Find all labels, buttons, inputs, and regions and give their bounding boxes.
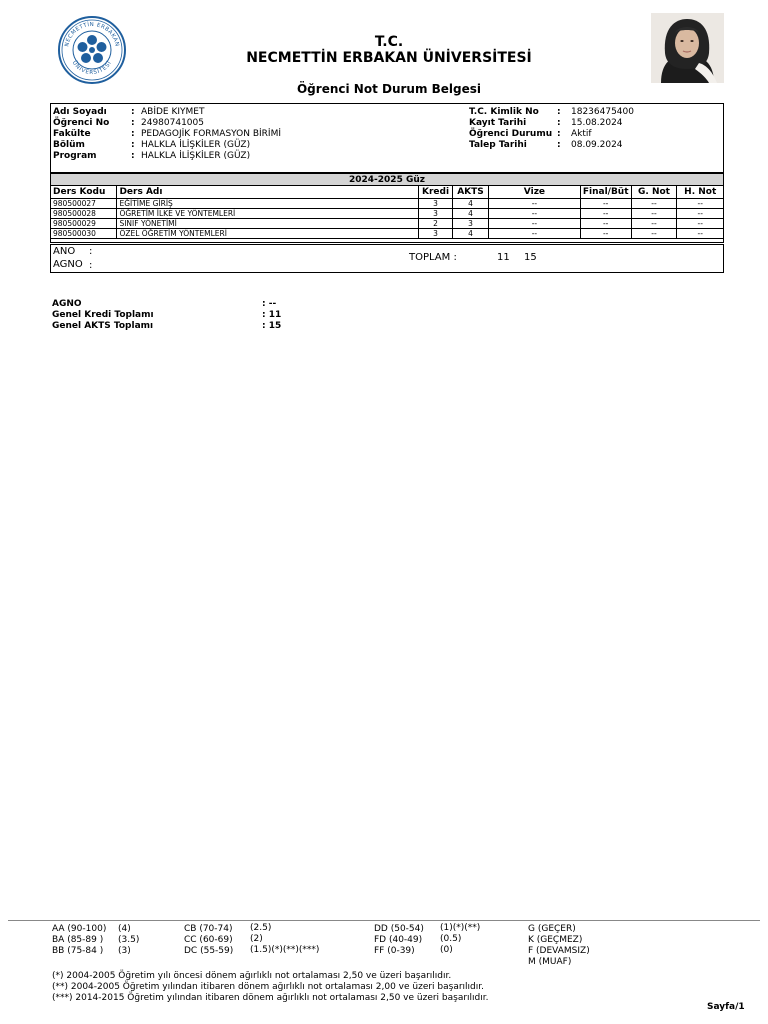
general-ects-total: Genel AKTS Toplamı : 15 xyxy=(52,321,282,331)
svg-text:ÜNİVERSİTESİ: ÜNİVERSİTESİ xyxy=(70,60,114,77)
column-header: Kredi xyxy=(419,186,453,198)
table-row: 980500028 ÖĞRETİM İLKE VE YÖNTEMLERİ 3 4 -- -- -- -- xyxy=(51,208,723,218)
grade-point: (1.5)(*)(**)(***) xyxy=(250,945,320,955)
table-row: 980500027 EĞİTİME GİRİŞ 3 4 -- -- -- -- xyxy=(51,198,723,208)
grade-scale: BA (85-89 ) xyxy=(52,935,104,945)
student-info-box: Adı Soyadı : ABİDE KIYMET Öğrenci No : 24980741005 Fakülte : PEDAGOJİK FORMASYON BİRİMİ Bölüm : HALKLA İLİŞKİLER (GÜZ) Program : HALKLA İLİŞKİLER (GÜZ) T.C. Kimlik No : 18236475400 Kayıt Tarihi : 15.08.2024 Öğrenci Durumu : Aktif Talep Tarihi : 08.09.2024 xyxy=(50,103,724,173)
total-credit: 11 xyxy=(497,252,510,263)
info-value: ABİDE KIYMET xyxy=(141,107,205,117)
grade-scale: CC (60-69) xyxy=(184,935,233,945)
info-value: HALKLA İLİŞKİLER (GÜZ) xyxy=(141,151,251,161)
column-header: Final/Büt xyxy=(580,186,631,198)
status-code: K (GEÇMEZ) xyxy=(528,935,583,945)
grade-scale: DC (55-59) xyxy=(184,946,234,956)
column-header: AKTS xyxy=(453,186,489,198)
column-header: Ders Adı xyxy=(117,186,419,198)
column-header: Ders Kodu xyxy=(51,186,117,198)
info-value: 15.08.2024 xyxy=(571,118,623,128)
info-value: Aktif xyxy=(571,129,592,139)
info-label: Talep Tarihi xyxy=(469,140,527,150)
grade-scale: FF (0-39) xyxy=(374,946,415,956)
grade-scale: DD (50-54) xyxy=(374,924,424,934)
info-value: 08.09.2024 xyxy=(571,140,623,150)
grade-point: (1)(*)(**) xyxy=(440,923,481,933)
footnote: (***) 2014-2015 Öğretim yılından itibaren dönem ağırlıklı not ortalaması 2,50 ve üzeri başarılıdır. xyxy=(52,993,489,1003)
info-label: Bölüm xyxy=(53,140,85,150)
footnote: (*) 2004-2005 Öğretim yılı öncesi dönem ağırlıklı not ortalaması 2,50 ve üzeri başarılıdır. xyxy=(52,971,452,981)
column-header: H. Not xyxy=(677,186,723,198)
column-header: G. Not xyxy=(631,186,677,198)
grade-point: (4) xyxy=(118,924,131,934)
agno-label: AGNO xyxy=(53,259,83,270)
student-photo xyxy=(651,13,724,83)
term-title: 2024-2025 Güz xyxy=(51,173,723,186)
grade-point: (3) xyxy=(118,946,131,956)
page-number: Sayfa/1 xyxy=(707,1002,745,1012)
info-value: 24980741005 xyxy=(141,118,204,128)
footnote: (**) 2004-2005 Öğretim yılından itibaren dönem ağırlıklı not ortalaması 2,00 ve üzeri başarılıdır. xyxy=(52,982,485,992)
legend-divider xyxy=(8,920,760,921)
info-label: T.C. Kimlik No xyxy=(469,107,539,117)
grade-point: (0.5) xyxy=(440,934,462,944)
grade-point: (2.5) xyxy=(250,923,272,933)
svg-text:NECMETTİN ERBAKAN: NECMETTİN ERBAKAN xyxy=(64,21,120,48)
grade-point: (2) xyxy=(250,934,263,944)
table-row: 980500030 ÖZEL ÖĞRETİM YÖNTEMLERİ 3 4 -- -- -- -- xyxy=(51,228,723,238)
status-code: M (MUAF) xyxy=(528,957,572,967)
info-label: Fakülte xyxy=(53,129,91,139)
term-grades-box xyxy=(50,173,724,243)
grade-scale: CB (70-74) xyxy=(184,924,233,934)
info-label: Program xyxy=(53,151,97,161)
total-label: TOPLAM : xyxy=(409,252,457,263)
country-title: T.C. xyxy=(374,34,404,50)
table-header-row xyxy=(51,186,723,198)
grades-table xyxy=(51,186,723,239)
info-value: 18236475400 xyxy=(571,107,634,117)
info-label: Kayıt Tarihi xyxy=(469,118,527,128)
status-code: F (DEVAMSIZ) xyxy=(528,946,590,956)
university-name: NECMETTİN ERBAKAN ÜNİVERSİTESİ xyxy=(246,50,532,66)
total-ects: 15 xyxy=(524,252,537,263)
info-label: Adı Soyadı xyxy=(53,107,107,117)
general-agno: AGNO : -- xyxy=(52,299,277,309)
document-title: Öğrenci Not Durum Belgesi xyxy=(296,82,482,96)
table-row: 980500029 SINIF YÖNETİMİ 2 3 -- -- -- -- xyxy=(51,218,723,228)
general-credit-total: Genel Kredi Toplamı : 11 xyxy=(52,310,282,320)
status-code: G (GEÇER) xyxy=(528,924,576,934)
info-label: Öğrenci No xyxy=(53,118,110,128)
grade-scale: BB (75-84 ) xyxy=(52,946,104,956)
ano-label: ANO xyxy=(53,246,76,257)
info-value: PEDAGOJİK FORMASYON BİRİMİ xyxy=(141,129,282,139)
info-label: Öğrenci Durumu xyxy=(469,129,553,139)
grade-scale: FD (40-49) xyxy=(374,935,423,945)
info-value: HALKLA İLİŞKİLER (GÜZ) xyxy=(141,140,251,150)
term-summary-box: ANO : AGNO : TOPLAM : 11 15 xyxy=(50,244,724,273)
grade-point: (0) xyxy=(440,945,453,955)
column-header: Vize xyxy=(488,186,580,198)
grade-point: (3.5) xyxy=(118,935,140,945)
grade-scale: AA (90-100) xyxy=(52,924,107,934)
